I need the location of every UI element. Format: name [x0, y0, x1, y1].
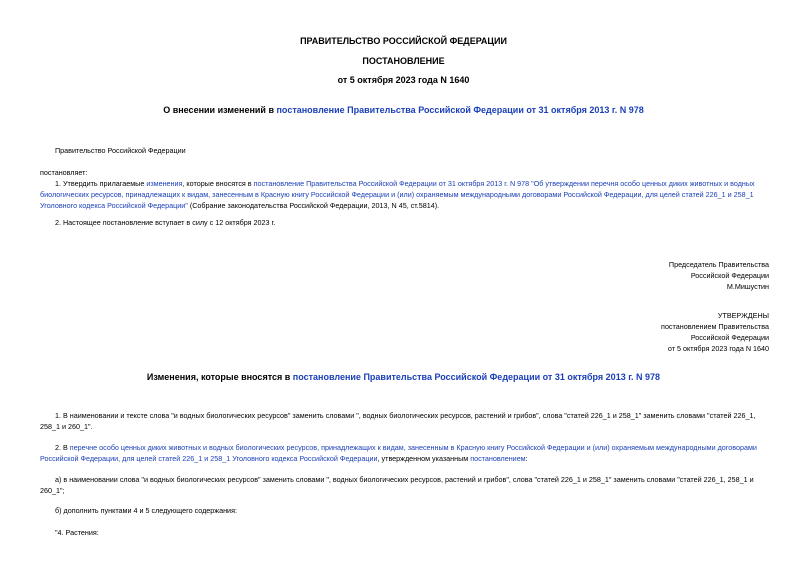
change-2: [40, 442, 770, 464]
p1-text-c: (Собрание законодательства Российской Федерации, 2013, N 45, ст.5814).: [187, 201, 440, 210]
signature-name: М.Мишустин: [726, 282, 769, 291]
c2-link-decree[interactable]: постановлением: [470, 454, 526, 463]
approved-line-3: Российской Федерации: [690, 333, 769, 342]
approved-line-4: от 5 октября 2023 года N 1640: [667, 344, 769, 353]
document-title: [0, 105, 807, 115]
decrees-word: постановляет:: [40, 168, 88, 177]
issuer: Правительство Российской Федерации: [55, 146, 186, 155]
signature-line-2: Российской Федерации: [690, 271, 769, 280]
quote-start: "4. Растения:: [55, 528, 99, 537]
change-2b: б) дополнить пунктами 4 и 5 следующего содержания:: [55, 506, 237, 515]
document-title-link[interactable]: постановление Правительства Российской Федерации от 31 октября 2013 г. N 978: [276, 105, 644, 115]
change-2a: а) в наименовании слова "и водных биологических ресурсов" заменить словами ", водных биологических ресурсов, растений и грибов", слова "статей 226_1 и 258_1" заменить словами "статей 226_1, 258_1 и 260_1";: [40, 475, 754, 495]
changes-title-link[interactable]: постановление Правительства Российской Федерации от 31 октября 2013 г. N 978: [292, 372, 661, 382]
header-government: ПРАВИТЕЛЬСТВО РОССИЙСКОЙ ФЕДЕРАЦИИ: [300, 36, 507, 46]
signature-line-1: Председатель Правительства: [668, 260, 769, 269]
p1-link-changes[interactable]: изменения: [146, 179, 183, 188]
approved-line-2: постановлением Правительства: [661, 322, 769, 331]
c2-link-list[interactable]: перечне особо ценных диких животных и водных биологических ресурсов, принадлежащих к видам, занесенным в Красную книгу Российской Федерации и (или) охраняемым международными договорами Российской Федерации, для целей статей 226_1 и 258_1 Уголовного кодекса Российской Федерации: [40, 443, 757, 463]
changes-title: [0, 372, 807, 382]
p1-text-b: , которые вносятся в: [182, 179, 254, 188]
approved-line-1: УТВЕРЖДЕНЫ: [717, 311, 769, 320]
c2-text-a: 2. В: [55, 443, 70, 452]
document-title-prefix: О внесении изменений в: [163, 105, 277, 115]
paragraph-1: [40, 178, 770, 211]
p1-text-a: 1. Утвердить прилагаемые: [55, 179, 147, 188]
p1-link-decree[interactable]: постановление Правительства Российской Федерации от 31 октября 2013 г. N 978 "Об утверждении перечня особо ценных диких животных и водных биологических ресурсов, принадлежащих к видам, занесенным в Красную книгу Российской Федерации и (или) охраняемым международными договорами Российской Федерации, для целей статей 226_1 и 258_1 Уголовного кодекса Российской Федерации": [40, 179, 755, 210]
c2-text-c: :: [525, 454, 528, 463]
change-1: 1. В наименовании и тексте слова "и водных биологических ресурсов" заменить словами ", водных биологических ресурсов, растений и грибов", слова "статей 226_1 и 258_1" заменить словами "статей 226_1, 258_1 и 260_1".: [40, 411, 756, 431]
c2-text-b: , утвержденном указанным: [377, 454, 471, 463]
header-doc-type: ПОСТАНОВЛЕНИЕ: [362, 56, 445, 66]
changes-title-prefix: Изменения, которые вносятся в: [146, 372, 293, 382]
paragraph-2: 2. Настоящее постановление вступает в силу с 12 октября 2023 г.: [55, 218, 276, 227]
header-date-number: от 5 октября 2023 года N 1640: [337, 75, 470, 85]
